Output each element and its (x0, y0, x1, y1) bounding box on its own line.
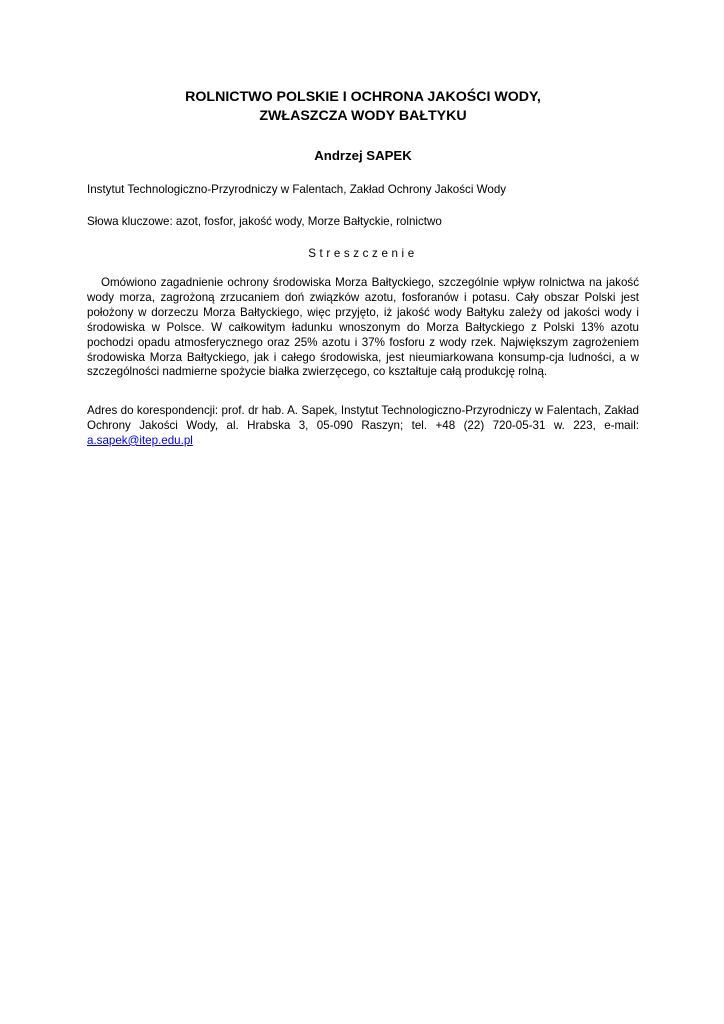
email-link[interactable]: a.sapek@itep.edu.pl (87, 433, 193, 447)
abstract-paragraph: Omówiono zagadnienie ochrony środowiska Morza Bałtyckiego, szczególnie wpływ rolnictwa na jakość wody morza, zagrożoną zrzucaniem doń związków azotu, fosforanów i potasu. Cały obszar Polski jest położony w dorzeczu Morza Bałtyckiego, więc przyjęto, iż jakość wody Bałtyku zależy od jakości wody i środowiska w Polsce. W całkowitym ładunku wnoszonym do Morza Bałtyckiego z Polski 13% azotu pochodzi opadu atmosferycznego oraz 25% azotu i 37% fosforu z wody rzek. Największym zagrożeniem środowiska Morza Bałtyckiego, jak i całego środowiska, jest nieumiarkowana konsump-cja ludności, a w szczególności nadmierne spożycie białka zwierzęcego, co kształtuje całą produkcję rolną. (87, 276, 639, 379)
paper-title-line-2: ZWŁASZCZA WODY BAŁTYKU (259, 108, 467, 124)
abstract-heading: Streszczenie (308, 247, 418, 260)
author-name: Andrzej SAPEK (314, 148, 412, 163)
author-affiliation: Instytut Technologiczno-Przyrodniczy w Falentach, Zakład Ochrony Jakości Wody (87, 183, 507, 196)
correspondence-text: Adres do korespondencji: prof. dr hab. A. Sapek, Instytut Technologiczno-Przyrodniczy w Falentach, Zakład Ochrony Jakości Wody, al. Hrabska 3, 05-090 Raszyn; tel. +48 (22) 720-05-31 w. 223, e-mail: (87, 404, 639, 432)
paper-title (87, 88, 639, 126)
correspondence-paragraph (87, 404, 639, 449)
paper-title-line-1: ROLNICTWO POLSKIE I OCHRONA JAKOŚCI WODY, (185, 89, 541, 105)
keywords-line: Słowa kluczowe: azot, fosfor, jakość wody, Morze Bałtyckie, rolnictwo (87, 215, 442, 228)
